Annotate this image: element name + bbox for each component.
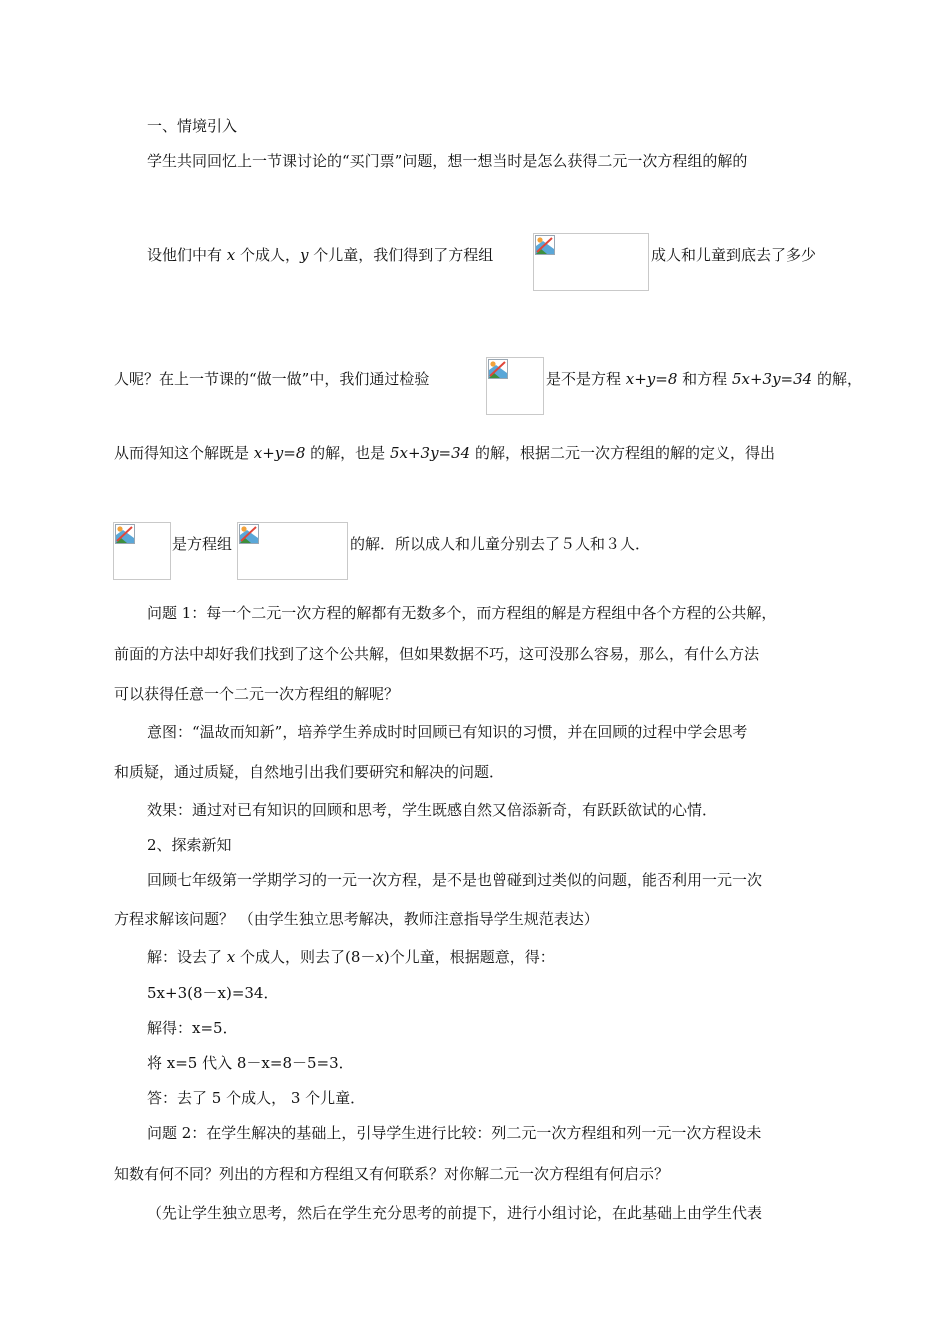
last-line: （先让学生独立思考，然后在学生充分思考的前提下，进行小组讨论，在此基础上由学生代表 — [147, 1204, 763, 1222]
question1-line2: 前面的方法中却好我们找到了这个公共解，但如果数据不巧，这可没那么容易，那么，有什么方法 — [114, 645, 760, 663]
equation-system-image — [533, 233, 649, 291]
var-x: x — [226, 246, 236, 264]
broken-image-icon — [239, 524, 259, 544]
broken-image-icon — [488, 359, 508, 379]
effect-line: 效果：通过对已有知识的回顾和思考，学生既感自然又倍添新奇，有跃跃欲试的心情． — [147, 801, 718, 819]
review-line2: 方程求解该问题？ （由学生独立思考解决，教师注意指导学生规范表达） — [114, 910, 599, 928]
answer-line: 答：去了 5 个成人， 3 个儿童． — [147, 1089, 366, 1107]
solution-line-a: 是方程组 — [172, 535, 233, 553]
text: 设他们中有 — [147, 246, 227, 264]
equation-line: 5x+3(8－x)=34． — [147, 984, 279, 1002]
equation-setup-line-end: 成人和儿童到底去了多少 — [651, 246, 817, 264]
text: 个儿童，我们得到了方程组 — [308, 246, 494, 264]
equation-setup-line — [147, 244, 493, 266]
solution-image — [113, 522, 171, 580]
question2-line2: 知数有何不同？列出的方程和方程组又有何联系？对你解二元一次方程组有何启示？ — [114, 1165, 670, 1183]
review-line1: 回顾七年级第一学期学习的一元一次方程，是不是也曾碰到过类似的问题，能否利用一元一次 — [147, 871, 763, 889]
text: 个成人， — [235, 246, 301, 264]
equation-x-plus-y: x+y=8 — [253, 444, 306, 462]
var-x: x — [375, 948, 384, 966]
solution-pair-image — [486, 357, 544, 415]
check-line-end — [546, 368, 862, 390]
equation-x-plus-y: x+y=8 — [625, 370, 678, 388]
solve-line — [147, 946, 555, 968]
text: 个成人，则去了(8－ — [235, 948, 376, 966]
text: 解：设去了 — [147, 948, 227, 966]
text: 和方程 — [677, 370, 732, 388]
var-y: y — [300, 246, 309, 264]
check-line — [114, 368, 429, 390]
result-line: 解得：x=5． — [147, 1019, 238, 1037]
text: 的解， — [812, 370, 862, 388]
question1-line1: 问题 1：每一个二元一次方程的解都有无数多个，而方程组的解是方程组中各个方程的公共解， — [147, 604, 777, 622]
broken-image-icon — [115, 524, 135, 544]
text: 的解，根据二元一次方程组的解的定义，得出 — [470, 444, 775, 462]
text: 从而得知这个解既是 — [114, 444, 254, 462]
equation-5x-3y: 5x+3y=34 — [389, 444, 471, 462]
intent-line1: 意图：“温故而知新”，培养学生养成时时回顾已有知识的习惯，并在回顾的过程中学会思考 — [147, 723, 748, 741]
broken-image-icon — [535, 235, 555, 255]
text: 的解，也是 — [305, 444, 390, 462]
text: 是不是方程 — [546, 370, 626, 388]
equation-system-image-2 — [237, 522, 348, 580]
text: 人呢？在上一节课的“做一做”中，我们通过检验 — [114, 370, 430, 388]
intent-line2: 和质疑，通过质疑，自然地引出我们要研究和解决的问题． — [114, 763, 505, 781]
text: )个儿童，根据题意，得： — [383, 948, 555, 966]
section-heading-explore: 2、探索新知 — [147, 836, 232, 854]
solution-line-b: 的解．所以成人和儿童分别去了５人和３人． — [350, 535, 651, 553]
question2-line1: 问题 2：在学生解决的基础上，引导学生进行比较：列二元一次方程组和列一元一次方程设未 — [147, 1124, 762, 1142]
equation-5x-3y: 5x+3y=34 — [731, 370, 813, 388]
substitute-line: 将 x=5 代入 8－x=8－5=3． — [147, 1054, 354, 1072]
question1-line3: 可以获得任意一个二元一次方程组的解呢？ — [114, 685, 400, 703]
intro-paragraph: 学生共同回忆上一节课讨论的“买门票”问题，想一想当时是怎么获得二元一次方程组的解的 — [147, 152, 748, 170]
var-x: x — [226, 948, 236, 966]
section-heading-intro: 一、情境引入 — [147, 117, 238, 135]
know-line — [114, 442, 775, 464]
